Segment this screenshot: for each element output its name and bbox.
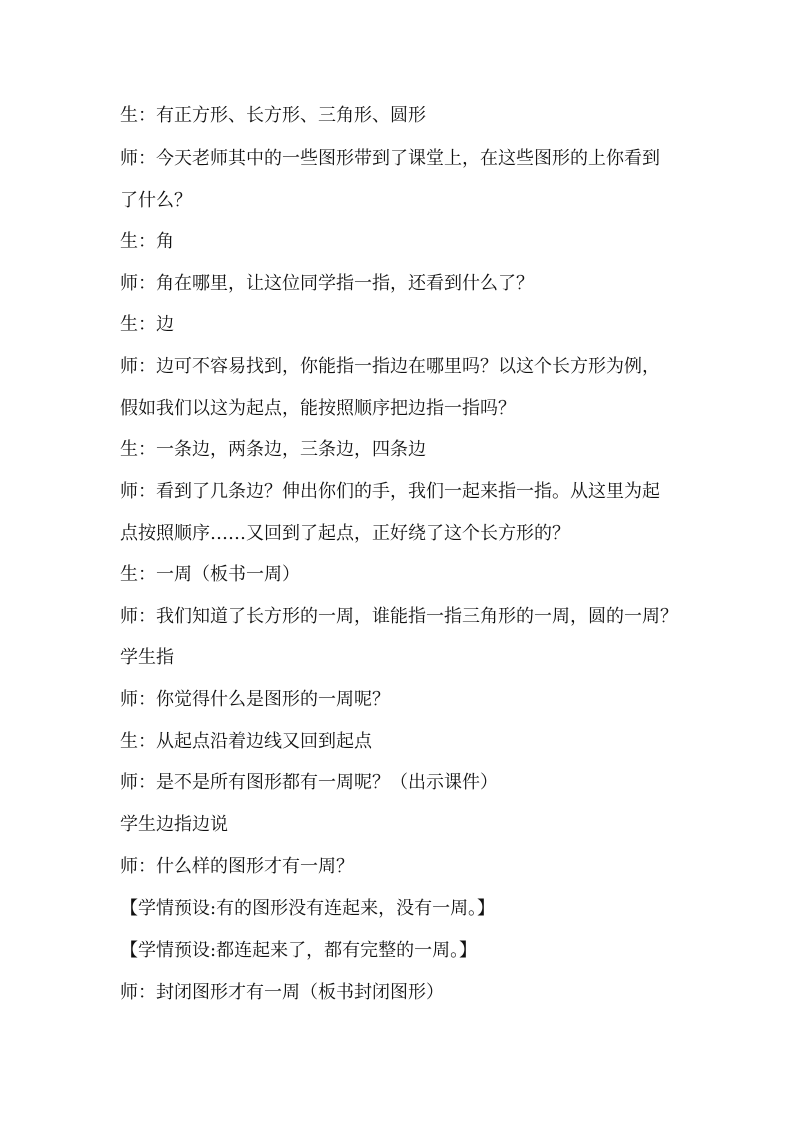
text-line: 师：什么样的图形才有一周？ xyxy=(120,856,354,877)
text-line: 师：我们知道了长方形的一周，谁能指一指三角形的一周，圆的一周？ xyxy=(120,606,678,627)
text-line: 学生边指边说 xyxy=(120,814,228,835)
text-line: 师：角在哪里，让这位同学指一指，还看到什么了？ xyxy=(120,273,534,294)
text-line: 师：是不是所有图形都有一周呢？（出示课件） xyxy=(120,772,498,793)
text-line: 师：封闭图形才有一周（板书封闭图形） xyxy=(120,982,444,1003)
text-line: 师：边可不容易找到，你能指一指边在哪里吗？以这个长方形为例， xyxy=(120,356,660,377)
text-line: 师：你觉得什么是图形的一周呢？ xyxy=(120,689,390,710)
text-line: 生：从起点沿着边线又回到起点 xyxy=(120,731,372,752)
text-line: 师：今天老师其中的一些图形带到了课堂上，在这些图形的上你看到 xyxy=(120,148,660,169)
text-line: 生：角 xyxy=(120,231,174,252)
text-line: 生：边 xyxy=(120,314,174,335)
text-line: 师：看到了几条边？伸出你们的手，我们一起来指一指。从这里为起 xyxy=(120,481,660,502)
text-line: 【学情预设:有的图形没有连起来，没有一周。】 xyxy=(120,898,496,919)
text-line: 【学情预设:都连起来了，都有完整的一周。】 xyxy=(120,940,478,961)
text-line: 了什么？ xyxy=(120,190,192,211)
text-line: 生：一周（板书一周） xyxy=(120,564,300,585)
text-line: 生：有正方形、长方形、三角形、圆形 xyxy=(120,105,426,126)
text-line: 学生指 xyxy=(120,647,174,668)
text-line: 生：一条边，两条边，三条边，四条边 xyxy=(120,439,426,460)
text-line: 假如我们以这为起点，能按照顺序把边指一指吗？ xyxy=(120,398,516,419)
text-line: 点按照顺序……又回到了起点，正好绕了这个长方形的？ xyxy=(120,523,570,544)
